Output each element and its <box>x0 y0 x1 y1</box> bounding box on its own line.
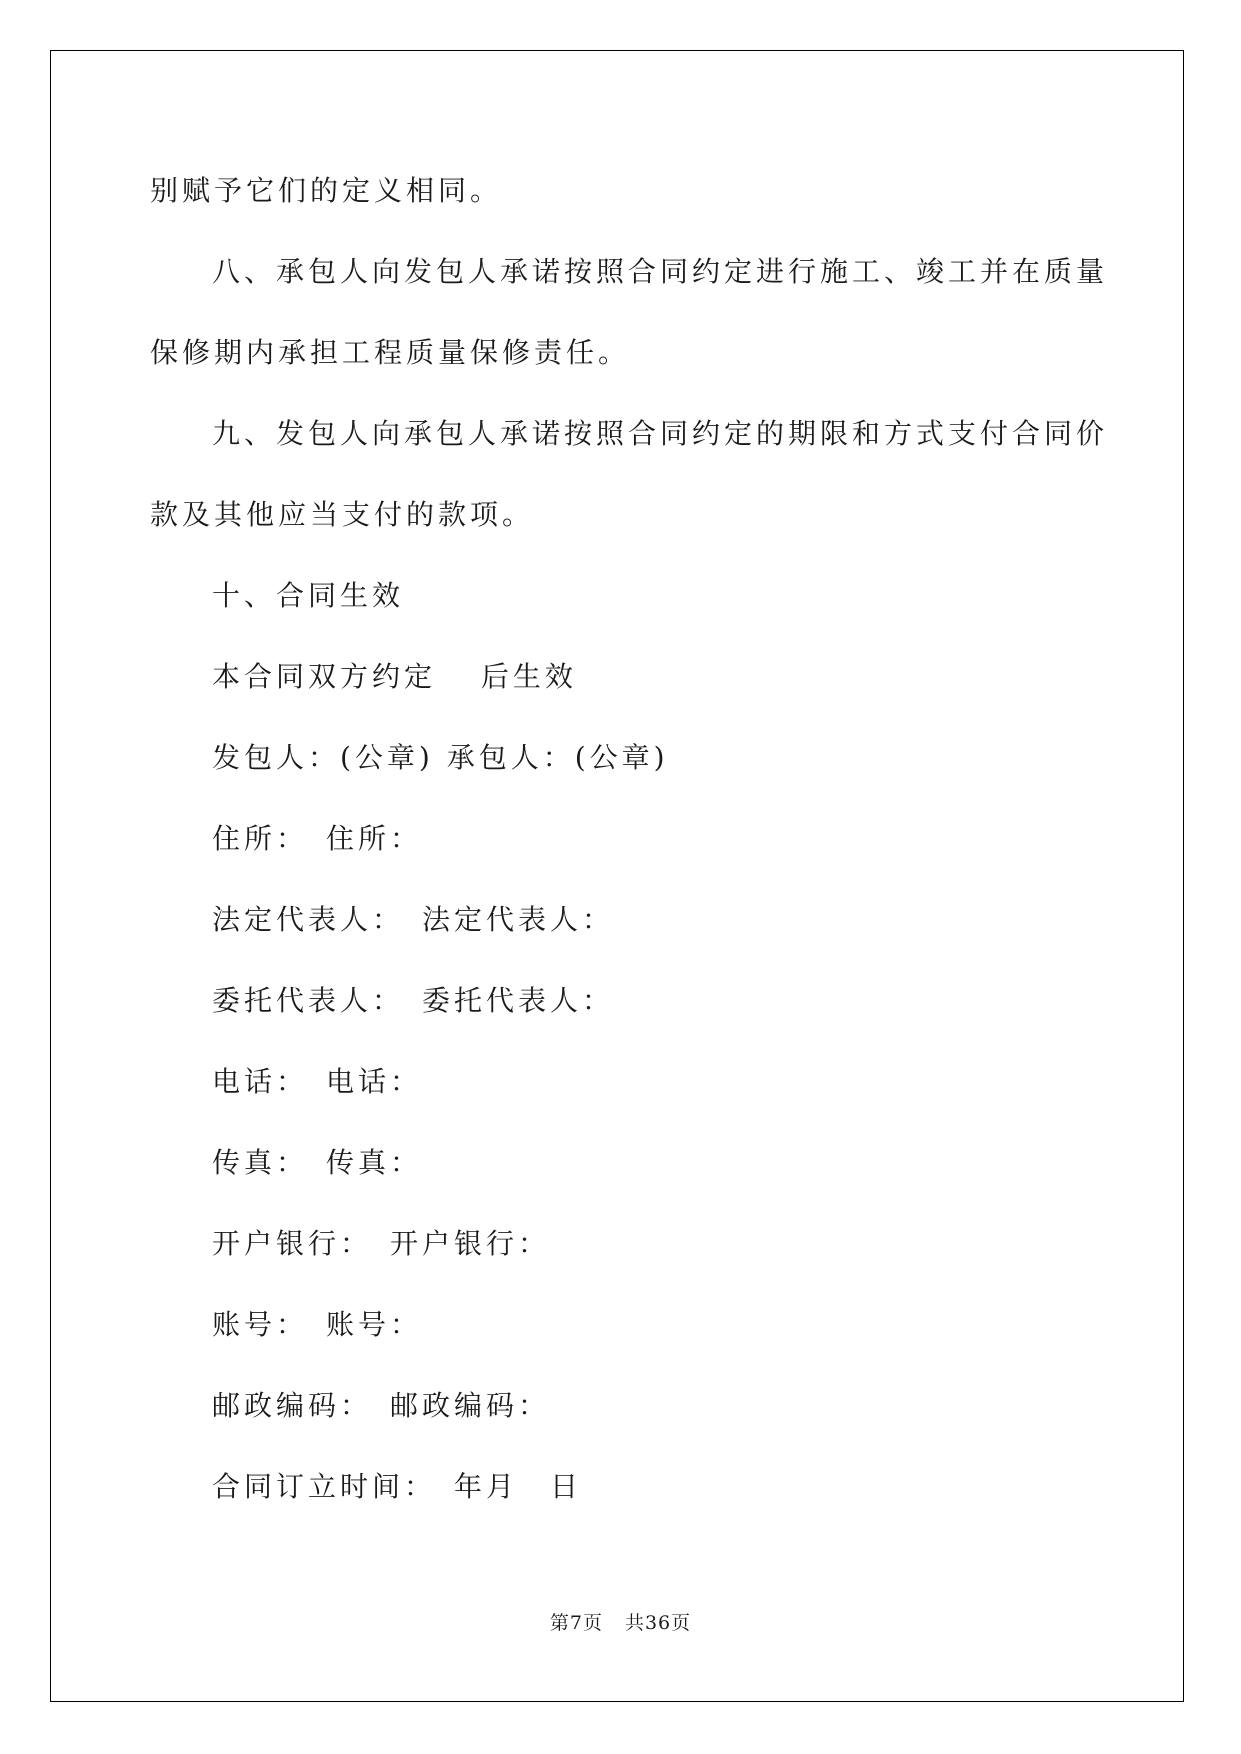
fax-line: 传真： 传真： <box>212 1146 423 1179</box>
page-footer <box>0 1608 1241 1635</box>
clause-eight-line-2: 保修期内承担工程质量保修责任。 <box>150 336 631 369</box>
clause-ten-heading: 十、合同生效 <box>212 579 405 612</box>
clause-nine-line-1: 九、发包人向承包人承诺按照合同约定的期限和方式支付合同价 <box>212 417 1109 450</box>
legal-representative-line: 法定代表人： 法定代表人： <box>212 903 615 936</box>
clause-nine-line-2: 款及其他应当支付的款项。 <box>150 498 535 531</box>
postal-code-line: 邮政编码： 邮政编码： <box>212 1389 551 1422</box>
signature-block <box>150 717 1090 1527</box>
clause-eight-line-1: 八、承包人向发包人承诺按照合同约定进行施工、竣工并在质量 <box>212 255 1109 288</box>
phone-line: 电话： 电话： <box>212 1065 423 1098</box>
signing-date-line: 合同订立时间： 年月 日 <box>212 1470 583 1503</box>
effective-condition: 本合同双方约定 后生效 <box>212 660 577 693</box>
address-line: 住所： 住所： <box>212 822 423 855</box>
party-seal-line: 发包人：(公章) 承包人：(公章) <box>212 741 669 774</box>
authorized-representative-line: 委托代表人： 委托代表人： <box>212 984 615 1017</box>
paragraph-continuation: 别赋予它们的定义相同。 <box>150 174 503 207</box>
page-number-current: 第7页 <box>549 1612 603 1634</box>
bank-line: 开户银行： 开户银行： <box>212 1227 551 1260</box>
account-line: 账号： 账号： <box>212 1308 423 1341</box>
document-body <box>150 150 1109 1527</box>
page-number-total: 共36页 <box>624 1612 692 1634</box>
